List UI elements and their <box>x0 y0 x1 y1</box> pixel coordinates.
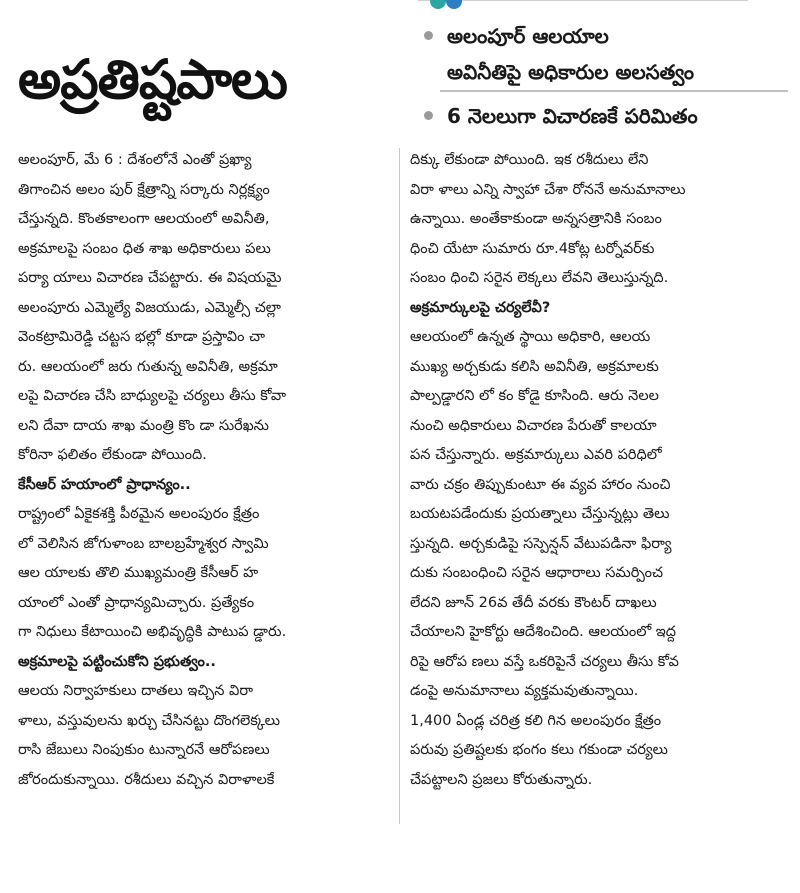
column-divider <box>399 148 400 824</box>
bullet-line: అవినీతిపై అధికారుల అలసత్వం <box>447 60 695 84</box>
logo-mark-blue <box>446 0 462 9</box>
body-line: స్తున్నది. అర్చకుడిపై సస్పెన్షన్ వేటుపడినా ఫిర్యా <box>410 535 672 552</box>
body-line: బయటపడేందుకు ప్రయత్నాలు చేస్తున్నట్లు తెలు <box>410 506 670 522</box>
body-line: రాసి జేబులు నింపుకుం టున్నారనే ఆరోపణలు <box>18 742 270 758</box>
body-line: ముఖ్య అర్చకుడు కలిసి అవినీతి, అక్రమాలకు <box>410 358 659 375</box>
body-line: రిపై ఆరోప ణలు వస్తే ఒకరిపైనే చర్యలు తీసు కోవ <box>410 653 679 670</box>
bullet-dot-icon <box>424 31 433 40</box>
logo-mark-teal <box>430 0 446 9</box>
body-line: వారు చక్రం తిప్పుకుంటూ ఈ వ్యవ హారం నుంచి <box>410 476 671 493</box>
body-line: నుంచి అధికారులు విచారణ పేరుతో కాలయా <box>410 417 657 434</box>
body-line: అక్రమాలపై సంబం ధిత శాఖ అధికారులు పలు <box>18 240 271 257</box>
body-line: యాంలో ఎంతో ప్రాధాన్యమిచ్చారు. ప్రత్యేకం <box>18 594 255 611</box>
body-line: లని దేవా దాయ శాఖ మంత్రి కొం డా సురేఖను <box>18 417 269 434</box>
body-line: అలంపూర్, మే 6 : దేశంలోనే ఎంతో ప్రఖ్యా <box>18 152 252 168</box>
body-line: కోరినా ఫలితం లేకుండా పోయింది. <box>18 447 207 463</box>
bullet-point <box>418 98 790 134</box>
article-headline: అప్రతిష్టపాలు <box>18 48 287 111</box>
body-line: పర్యా యాలు విచారణ చేపట్టారు. ఈ విషయమై <box>18 270 282 286</box>
bullet-line: అలంపూర్ ఆలయాల <box>447 24 609 48</box>
body-line: ఆలయంలో ఉన్నత స్థాయి అధికారి, ఆలయ <box>410 329 651 345</box>
body-line: ఆల యాలకు తొలి ముఖ్యమంత్రి కేసీఆర్ హ <box>18 565 259 581</box>
top-rule <box>418 0 748 1</box>
body-line: రాష్ట్రంలో ఏకైకశక్తి పీఠమైన అలంపురం క్షేత్రం <box>18 506 260 522</box>
body-line: చేయాలని హైకోర్టు ఆదేశించింది. ఆలయంలో ఇద్ద <box>410 624 676 640</box>
body-line: దుకు సంబంధించి సరైన ఆధారాలు సమర్పించ <box>410 565 663 581</box>
subheading: అక్రమార్కులపై చర్యలేవీ? <box>410 299 551 316</box>
body-line: లో వెలిసిన జోగుళాంబ బాలబ్రహ్మేశ్వర స్వామి <box>18 535 269 552</box>
subheading: కేసీఆర్ హయాంలో ప్రాధాన్యం.. <box>18 476 191 493</box>
body-line: పన చేస్తున్నారు. అక్రమార్కులు ఎవరి పరిధిలో <box>410 447 662 463</box>
subheading: అక్రమాలపై పట్టించుకోని ప్రభుత్వం.. <box>18 653 216 670</box>
body-line: సంబం ధించి సరైన లెక్కలు లేవని తెలుస్తున్నది. <box>410 270 669 286</box>
body-line: దిక్కు లేకుండా పోయింది. ఇక రశీదులు లేని <box>410 152 649 168</box>
bullet-underline <box>440 90 788 92</box>
body-line: ఉన్నాయి. అంతేకాకుండా అన్నసత్రానికి సంబం <box>410 211 662 227</box>
highlight-bullets <box>418 18 790 134</box>
body-line: చేస్తున్నది. కొంతకాలంగా ఆలయంలో అవినీతి, <box>18 211 270 227</box>
body-line: ధించి యేటా సుమారు రూ.4కోట్ల టర్నోవర్‌కు <box>410 240 655 257</box>
body-line: పాల్పడ్డారని లో కం కోడై కూసింది. ఆరు నెలల <box>410 388 659 404</box>
body-line: అలంపూరు ఎమ్మెల్యే విజయుడు, ఎమ్మెల్సీ చల్లా <box>18 299 281 316</box>
bullet-line: 6 నెలలుగా విచారణకే పరిమితం <box>447 104 698 128</box>
body-line: పరువు ప్రతిష్టలకు భంగం కలు గకుండా చర్యలు <box>410 742 668 758</box>
body-line: 1,400 ఏండ్ల చరిత్ర కలి గిన అలంపురం క్షేత్రం <box>410 712 662 729</box>
body-line: ళాలు, వస్తువులను ఖర్చు చేసినట్టు దొంగలెక్కలు <box>18 712 280 729</box>
body-line: విరా ళాలు ఎన్ని స్వాహా చేశా రోననే అనుమానాలు <box>410 181 686 198</box>
article-column-left <box>18 146 400 795</box>
article-column-right <box>410 146 792 795</box>
body-line: రు. ఆలయంలో జరు గుతున్న అవినీతి, అక్రమా <box>18 358 278 375</box>
body-line: వెంకట్రామిరెడ్డి చట్టస భల్లో కూడా ప్రస్తావిం చా <box>18 329 266 345</box>
body-line: లపై విచారణ చేసి బాధ్యులపై చర్యలు తీసు కోవా <box>18 388 287 404</box>
body-line: చేపట్టాలని ప్రజలు కోరుతున్నారు. <box>410 771 593 788</box>
bullet-text <box>447 18 694 90</box>
bullet-point <box>418 18 790 90</box>
body-line: ఆలయ నిర్వాహకులు దాతలు ఇచ్చిన విరా <box>18 683 253 699</box>
body-line: తిగాంచిన అలం పుర్ క్షేత్రాన్ని సర్కారు నిర్లక్ష్యం <box>18 181 270 198</box>
body-line: లేదని జూన్ 26వ తేదీ వరకు కౌంటర్ దాఖలు <box>410 594 657 611</box>
body-line: జోరందుకున్నాయి. రశీదులు వచ్చిన విరాళాలకే <box>18 771 275 788</box>
bullet-text <box>447 98 698 134</box>
body-line: గా నిధులు కేటాయించి అభివృద్ధికి పాటుప డ్డారు. <box>18 624 287 640</box>
body-line: డంపై అనుమానాలు వ్యక్తమవుతున్నాయి. <box>410 683 639 699</box>
bullet-dot-icon <box>424 111 433 120</box>
